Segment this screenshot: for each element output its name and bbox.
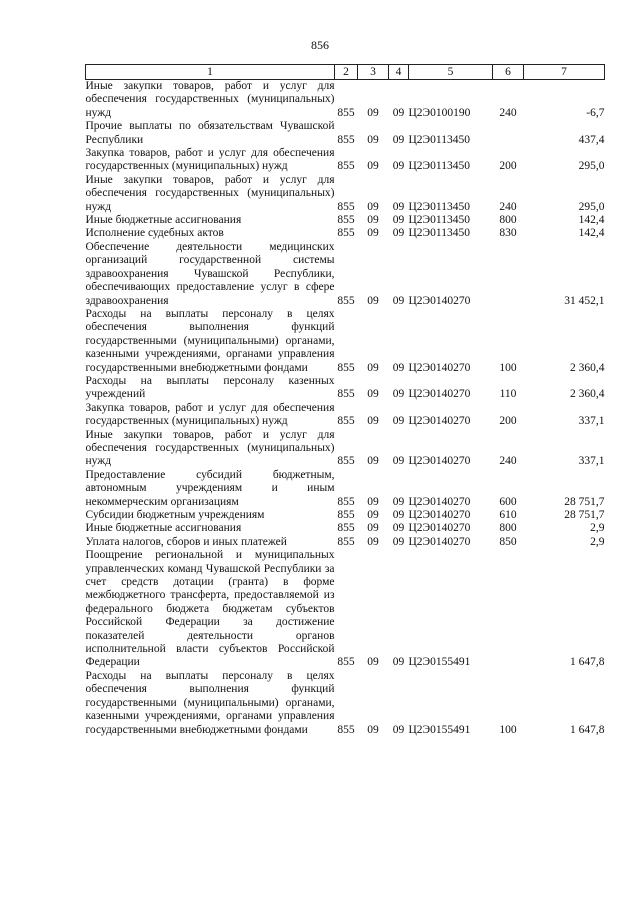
row-name: Прочие выплаты по обязательствам Чувашской Республики (85, 120, 335, 146)
row-target-article: Ц2Э0113450 (408, 214, 470, 227)
row-target-article: Ц2Э0100190 (408, 106, 471, 119)
row-expense-type: 100 (499, 723, 517, 736)
row-admin-code: 855 (337, 455, 355, 468)
row-admin-code: 855 (337, 227, 355, 240)
row-subsection: 09 (392, 160, 405, 173)
row-subsection: 09 (392, 361, 405, 374)
row-section: 09 (367, 656, 379, 669)
column-header: 4 (389, 65, 409, 80)
row-name: Иные закупки товаров, работ и услуг для обеспечения государственных (муниципальных) нужд (85, 173, 335, 213)
row-name: Расходы на выплаты персоналу казенных учреждений (85, 374, 335, 401)
row-subsection: 09 (392, 227, 405, 240)
table-row (86, 402, 605, 429)
row-target-article: Ц2Э0140270 (408, 535, 471, 548)
row-target-article: Ц2Э0140270 (408, 509, 471, 521)
row-expense-type: 240 (499, 200, 517, 213)
row-section: 09 (367, 509, 379, 521)
row-admin-code: 855 (337, 535, 355, 548)
row-section: 09 (367, 361, 379, 374)
row-section: 09 (367, 214, 379, 227)
table-row (86, 469, 605, 509)
row-admin-code: 855 (337, 509, 355, 521)
table-row (86, 147, 605, 174)
row-section: 09 (367, 227, 379, 240)
row-subsection: 09 (392, 214, 405, 227)
table-row (86, 241, 605, 308)
row-amount: 28 751,7 (564, 509, 605, 521)
row-admin-code: 855 (337, 495, 355, 508)
row-section: 09 (367, 415, 379, 428)
row-expense-type: 830 (499, 227, 517, 240)
row-subsection: 09 (392, 656, 405, 669)
row-amount: 31 452,1 (564, 294, 605, 307)
row-subsection: 09 (392, 522, 405, 535)
row-subsection: 09 (392, 723, 405, 736)
row-expense-type: 240 (499, 106, 517, 119)
table-row (86, 375, 605, 402)
table-row (86, 174, 605, 214)
table-row (86, 214, 605, 227)
row-target-article: Ц2Э0155491 (408, 723, 471, 736)
row-name: Исполнение судебных актов (85, 227, 224, 240)
row-expense-type (493, 120, 524, 147)
table-row (86, 308, 605, 375)
row-admin-code: 855 (337, 415, 355, 428)
column-header: 5 (409, 65, 493, 80)
row-amount: 337,1 (578, 415, 605, 428)
row-expense-type: 240 (499, 455, 517, 468)
row-name: Уплата налогов, сборов и иных платежей (85, 535, 287, 548)
row-amount: 142,4 (578, 227, 605, 240)
row-expense-type: 850 (499, 535, 517, 548)
row-admin-code: 855 (337, 294, 355, 307)
row-target-article: Ц2Э0140270 (408, 495, 471, 508)
page-number: 856 (311, 38, 329, 52)
row-subsection: 09 (392, 535, 405, 548)
row-section: 09 (367, 388, 379, 401)
row-admin-code: 855 (337, 200, 355, 213)
row-amount: 337,1 (578, 455, 605, 468)
row-expense-type: 200 (499, 415, 517, 428)
row-subsection: 09 (392, 133, 405, 146)
row-name: Закупка товаров, работ и услуг для обеспечения государственных (муниципальных) нужд (85, 401, 335, 428)
row-subsection: 09 (392, 415, 405, 428)
row-target-article: Ц2Э0140270 (408, 361, 471, 374)
row-amount: 2,9 (590, 535, 605, 548)
row-admin-code: 855 (337, 160, 355, 173)
row-section: 09 (367, 522, 379, 535)
row-section: 09 (367, 723, 379, 736)
row-name: Закупка товаров, работ и услуг для обеспечения государственных (муниципальных) нужд (85, 147, 335, 173)
column-header: 1 (86, 65, 335, 80)
row-amount: 295,0 (578, 200, 605, 213)
row-target-article: Ц2Э0113450 (408, 160, 470, 173)
row-expense-type: 100 (499, 361, 517, 374)
column-header: 7 (524, 65, 605, 80)
row-subsection: 09 (392, 455, 405, 468)
table-row (86, 429, 605, 469)
row-admin-code: 855 (337, 133, 355, 146)
row-expense-type: 600 (499, 495, 517, 508)
table-row (86, 522, 605, 535)
row-target-article: Ц2Э0140270 (408, 294, 471, 307)
row-target-article: Ц2Э0113450 (408, 227, 470, 240)
row-expense-type: 610 (499, 509, 517, 521)
row-admin-code: 855 (337, 361, 355, 374)
table-row (86, 549, 605, 670)
row-section: 09 (367, 495, 379, 508)
row-section: 09 (367, 535, 379, 548)
row-name: Поощрение региональной и муниципальных управленческих команд Чувашской Республики за счет средств дотации (гранта) в форме межбюджетного трансферта, предоставляемой из федерального бюджета бюджетам субъектов Российской Федерации за достижение показателей деятельности органов исполнительной власти субъектов Российской Федерации (85, 549, 335, 669)
row-subsection: 09 (392, 388, 405, 401)
header-row (86, 65, 605, 80)
table-body (86, 80, 605, 737)
row-admin-code: 855 (337, 656, 355, 669)
row-amount: 2 360,4 (570, 388, 605, 401)
row-name: Иные бюджетные ассигнования (85, 214, 242, 227)
row-admin-code: 855 (337, 522, 355, 535)
budget-table (85, 64, 605, 737)
row-target-article: Ц2Э0140270 (408, 455, 471, 468)
row-amount: 28 751,7 (564, 495, 605, 508)
row-name: Иные закупки товаров, работ и услуг для обеспечения государственных (муниципальных) нужд (85, 80, 335, 119)
table-row (86, 536, 605, 549)
row-expense-type: 800 (499, 522, 517, 535)
row-amount: 1 647,8 (570, 656, 605, 669)
row-target-article: Ц2Э0140270 (408, 388, 471, 401)
table-row (86, 120, 605, 147)
column-header: 6 (493, 65, 524, 80)
row-amount: 2 360,4 (570, 361, 605, 374)
column-header: 2 (335, 65, 358, 80)
row-subsection: 09 (392, 509, 405, 521)
row-subsection: 09 (392, 495, 405, 508)
row-name: Обеспечение деятельности медицинских организаций государственной системы здравоохранения Чувашской Республики, обеспечивающих предоставление услуг в сфере здравоохранения (85, 240, 335, 307)
table-row (86, 670, 605, 737)
row-admin-code: 855 (337, 214, 355, 227)
row-name: Расходы на выплаты персоналу в целях обеспечения выполнения функций государственными (муниципальными) органами, казенными учреждениями, органами управления государственными внебюджетными фондами (85, 307, 335, 374)
row-target-article: Ц2Э0155491 (408, 656, 471, 669)
row-amount: 437,4 (578, 133, 605, 146)
row-target-article: Ц2Э0140270 (408, 522, 471, 535)
column-header: 3 (358, 65, 389, 80)
row-admin-code: 855 (337, 723, 355, 736)
row-amount: 2,9 (590, 522, 605, 535)
row-section: 09 (367, 294, 379, 307)
row-target-article: Ц2Э0140270 (408, 415, 471, 428)
row-subsection: 09 (392, 294, 405, 307)
row-name: Субсидии бюджетным учреждениям (85, 509, 265, 521)
table-row (86, 80, 605, 121)
row-expense-type: 110 (499, 388, 517, 401)
row-expense-type: 800 (499, 214, 517, 227)
row-target-article: Ц2Э0113450 (408, 133, 470, 146)
row-section: 09 (367, 200, 379, 213)
row-target-article: Ц2Э0113450 (408, 200, 470, 213)
row-name: Иные закупки товаров, работ и услуг для обеспечения государственных (муниципальных) нужд (85, 428, 335, 468)
row-section: 09 (367, 160, 379, 173)
table-row (86, 509, 605, 522)
row-subsection: 09 (392, 106, 405, 119)
row-expense-type: 200 (499, 160, 517, 173)
row-section: 09 (367, 106, 379, 119)
row-expense-type (493, 549, 524, 670)
row-admin-code: 855 (337, 106, 355, 119)
row-amount: 142,4 (578, 214, 605, 227)
row-amount: 1 647,8 (570, 723, 605, 736)
row-subsection: 09 (392, 200, 405, 213)
row-amount: 295,0 (578, 160, 605, 173)
row-admin-code: 855 (337, 388, 355, 401)
table-row (86, 227, 605, 240)
row-amount: -6,7 (586, 106, 605, 119)
row-section: 09 (367, 455, 379, 468)
row-expense-type (493, 241, 524, 308)
row-name: Предоставление субсидий бюджетным, автономным учреждениям и иным некоммерческим организациям (85, 468, 335, 508)
row-name: Расходы на выплаты персоналу в целях обеспечения выполнения функций государственными (муниципальными) органами, казенными учреждениями, органами управления государственными внебюджетными фондами (85, 669, 335, 736)
row-name: Иные бюджетные ассигнования (85, 522, 242, 535)
row-section: 09 (367, 133, 379, 146)
